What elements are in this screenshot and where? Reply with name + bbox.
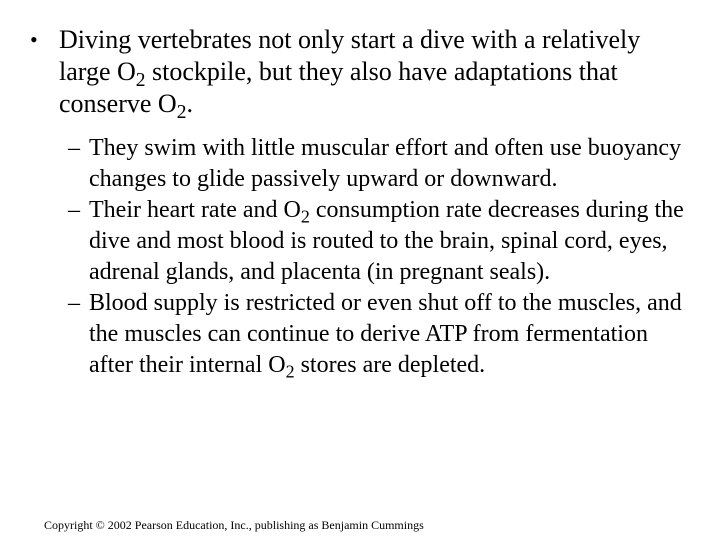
main-bullet-text: Diving vertebrates not only start a dive with a relatively large $O_2$ stockpile, but they also have adaptations that conserve $O_2$.	[59, 25, 641, 123]
bullet-marker: •	[30, 27, 38, 52]
sub-bullet-blood-supply	[68, 288, 688, 381]
sub-bullet-text: Their heart rate and $O_2$ consumption rate decreases during the dive and most blood is routed to the brain, spinal cord, eyes, adrenal glands, and placenta (in pregnant seals).	[89, 197, 684, 285]
sub-bullet-text: Blood supply is restricted or even shut off to the muscles, and the muscles can continue to derive ATP from fermentation after their internal $O_2$ stores are depleted.	[89, 290, 682, 382]
sub-bullet-heart-rate	[68, 195, 688, 288]
main-bullet-point	[30, 24, 690, 123]
sub-bullet-list	[68, 133, 688, 381]
dash-marker: –	[68, 135, 80, 161]
sub-bullet-swim	[68, 133, 688, 195]
sub-bullet-text: They swim with little muscular effort and often use buoyancy changes to glide passively upward or downward.	[89, 135, 682, 192]
dash-marker: –	[68, 290, 80, 316]
copyright-footer: Copyright © 2002 Pearson Education, Inc., publishing as Benjamin Cummings	[44, 518, 424, 532]
dash-marker: –	[68, 197, 80, 223]
